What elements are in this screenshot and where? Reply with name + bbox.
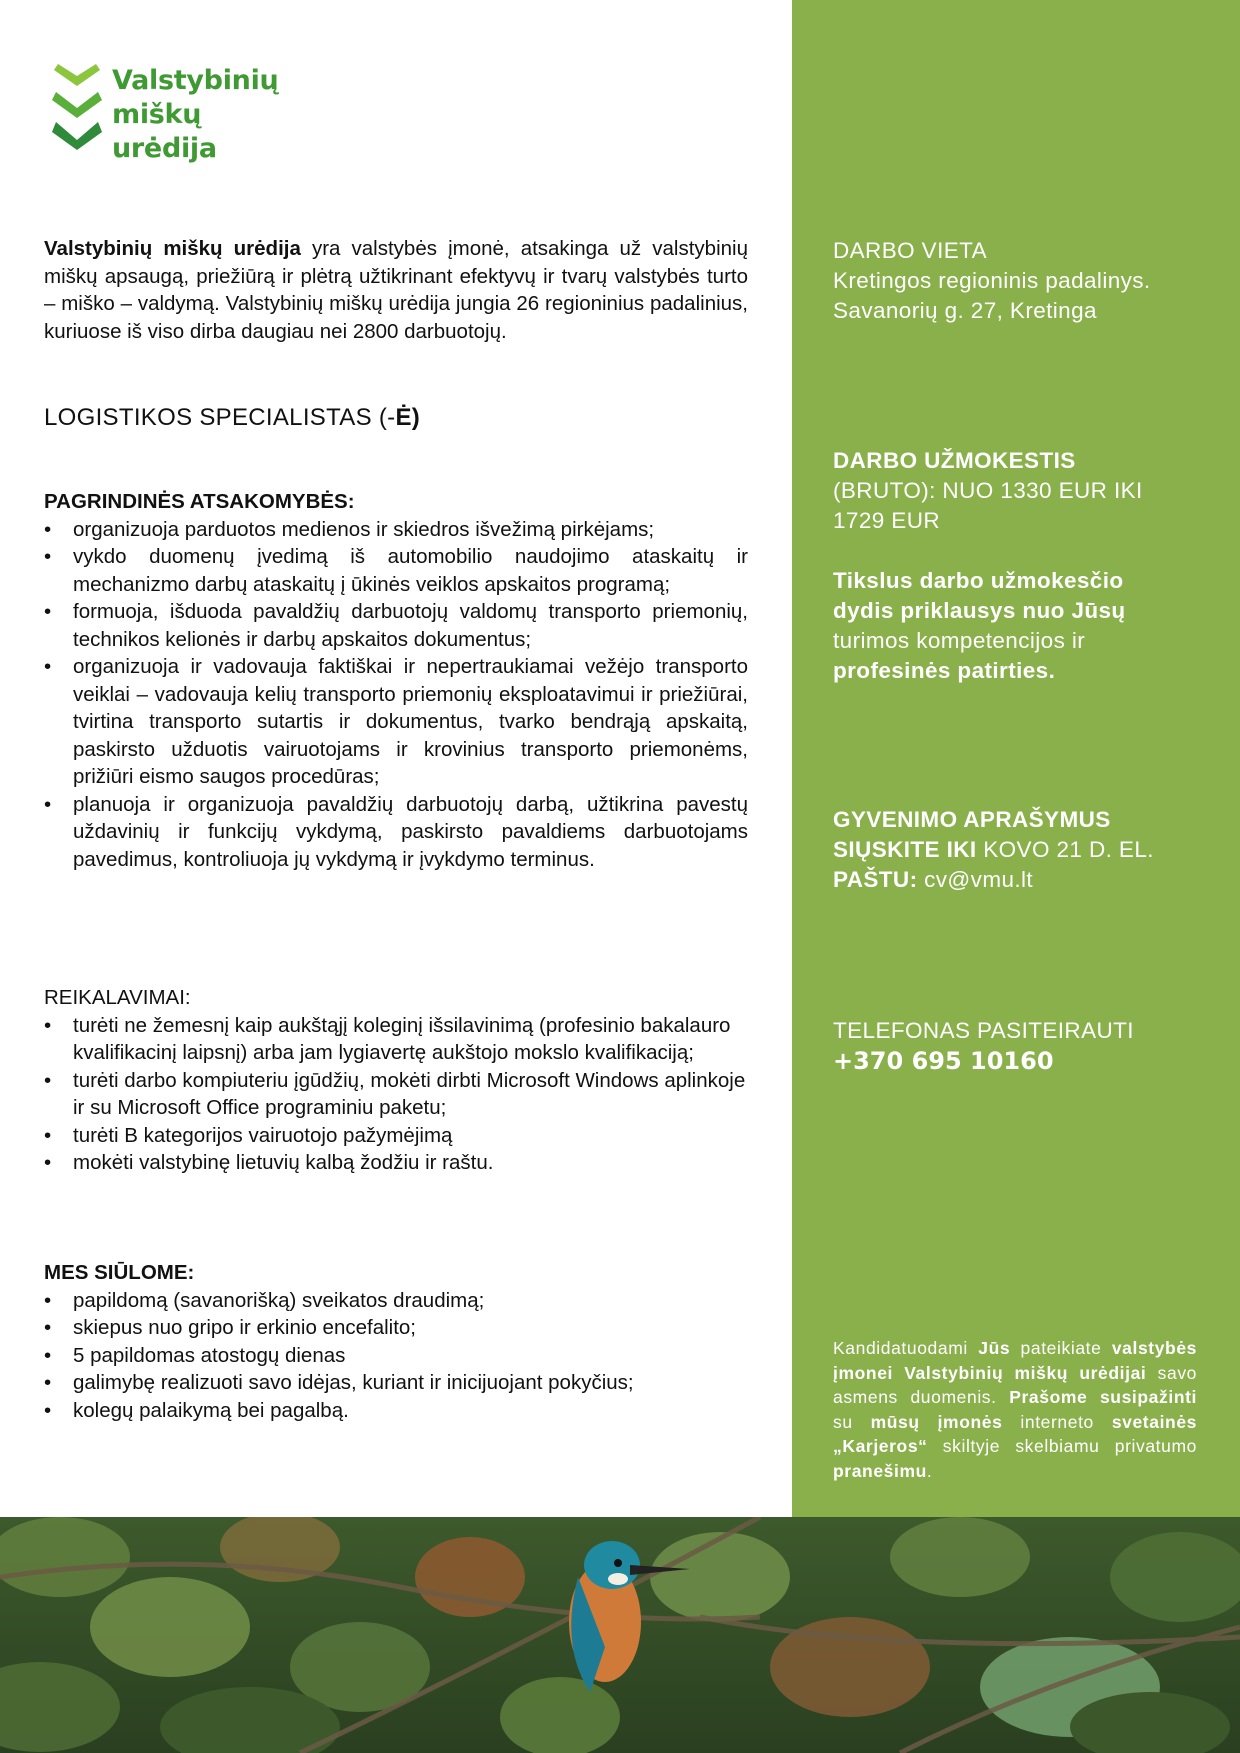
list-item: • turėti darbo kompiuteriu įgūdžių, mokėti dirbti Microsoft Windows aplinkoje ir su Microsoft Office programiniu paketu; — [44, 1067, 748, 1122]
privacy-text: interneto — [1002, 1411, 1112, 1432]
info-sidebar — [792, 0, 1240, 1517]
job-title-text: LOGISTIKOS SPECIALISTAS (- — [44, 404, 396, 431]
salary-label: DARBO UŽMOKESTIS — [833, 448, 1076, 473]
list-item: • mokėti valstybinę lietuvių kalbą žodžiu ir raštu. — [44, 1149, 748, 1177]
list-item: • 5 papildomas atostogų dienas — [44, 1342, 748, 1370]
logo-line-3: urėdija — [112, 133, 217, 164]
list-item: • galimybę realizuoti savo idėjas, kuriant ir inicijuojant pokyčius; — [44, 1369, 748, 1397]
cv-email-link[interactable]: cv@vmu.lt — [917, 867, 1034, 892]
privacy-text: pateikiate — [1010, 1338, 1112, 1358]
offer-section — [44, 1259, 748, 1424]
logo-line-1: Valstybinių — [112, 65, 279, 96]
list-item: • organizuoja ir vadovauja faktiškai ir nepertraukiamai vežėjo transporto veiklai – vadovauja kelių transporto priemonių eksploatavimui ir priežiūrai, tvirtina transporto sutartis ir dokumentus, tvarko bendrąją apskaitą, paskirsto užduotis vairuotojams ir krovinius transporto priemonėms, prižiūri eismo saugos procedūras; — [44, 653, 748, 791]
list-item: • kolegų palaikymą bei pagalbą. — [44, 1397, 748, 1425]
intro-company-name: Valstybinių miškų urėdija — [44, 237, 301, 260]
responsibilities-list — [44, 516, 748, 874]
offer-list — [44, 1287, 748, 1425]
workplace-unit: Kretingos regioninis padalinys. — [833, 268, 1151, 293]
list-item: • turėti B kategorijos vairuotojo pažymėjimą — [44, 1122, 748, 1150]
job-title — [44, 404, 420, 432]
list-item: • formuoja, išduoda pavaldžių darbuotojų valdomų transporto priemonių, technikos kelionės ir darbų apskaitos dokumentus; — [44, 598, 748, 653]
job-title-suffix: Ė) — [395, 404, 421, 431]
responsibilities-heading: PAGRINDINĖS ATSAKOMYBĖS: — [44, 490, 355, 513]
salary-range: (BRUTO): NUO 1330 EUR IKI — [833, 478, 1143, 503]
cv-email-label: PAŠTU: — [833, 867, 918, 892]
salary-note — [833, 566, 1163, 686]
privacy-text: Kandidatuodami — [833, 1338, 979, 1358]
privacy-text: savo asmens duomenis. — [833, 1362, 1197, 1407]
phone-number[interactable]: +370 695 10160 — [833, 1047, 1054, 1075]
list-item: • skiepus nuo gripo ir erkinio encefalito; — [44, 1314, 748, 1342]
cv-heading: GYVENIMO APRAŠYMUS — [833, 807, 1111, 832]
tree-logo-icon — [52, 64, 102, 164]
privacy-bold: Prašome susipažinti — [1009, 1387, 1197, 1407]
privacy-text: . — [926, 1460, 933, 1481]
salary-block — [833, 446, 1203, 686]
privacy-bold: Jūs — [978, 1338, 1011, 1358]
cv-send-until: SIŲSKITE IKI — [833, 837, 977, 862]
requirements-list — [44, 1012, 748, 1177]
list-item: • papildomą (savanorišką) sveikatos draudimą; — [44, 1287, 748, 1315]
list-item: • turėti ne žemesnį kaip aukštąjį koleginį išsilavinimą (profesinio bakalauro kvalifikacinį laipsnį) arba jam lygiavertę aukštojo mokslo kvalifikaciją; — [44, 1012, 748, 1067]
workplace-label: DARBO VIETA — [833, 238, 988, 263]
kingfisher-image — [0, 1517, 1240, 1753]
privacy-link: pranešimu — [833, 1460, 927, 1481]
privacy-bold: valstybės įmonei Valstybinių miškų urėdijai — [833, 1338, 1197, 1383]
responsibilities-section — [44, 488, 748, 873]
logo-line-2: miškų — [112, 99, 202, 130]
privacy-notice — [833, 1336, 1197, 1483]
intro-paragraph — [44, 235, 748, 345]
cv-deadline: KOVO 21 D. EL. — [976, 837, 1154, 862]
phone-label: TELEFONAS PASITEIRAUTI — [833, 1018, 1134, 1043]
workplace-block — [833, 236, 1203, 326]
workplace-address: Savanorių g. 27, Kretinga — [833, 298, 1097, 323]
salary-note-text: turimos kompetencijos ir — [833, 628, 1086, 653]
privacy-bold: svetainės „Karjeros“ — [833, 1411, 1197, 1456]
salary-note-bold: Tikslus darbo užmokesčio dydis priklausys nuo Jūsų — [833, 568, 1126, 623]
salary-note-bold-end: profesinės patirties. — [833, 658, 1056, 683]
privacy-bold: mūsų įmonės — [870, 1411, 1003, 1432]
list-item: • vykdo duomenų įvedimą iš automobilio naudojimo ataskaitų ir mechanizmo darbų ataskaitų į ūkinės veiklos apskaitos programą; — [44, 543, 748, 598]
logo-wordmark — [112, 64, 278, 166]
requirements-section — [44, 984, 748, 1177]
list-item: • planuoja ir organizuoja pavaldžių darbuotojų darbą, užtikrina pavestų uždavinių ir funkcijų vykdymą, paskirsto pavaldiems darbuotojams pavedimus, kontroliuoja jų vykdymą ir įvykdymo terminus. — [44, 791, 748, 874]
logo — [52, 64, 278, 166]
kingfisher-photo — [0, 1517, 1240, 1753]
salary-range-end: 1729 EUR — [833, 508, 941, 533]
privacy-text: skiltyje skelbiamu privatumo — [927, 1436, 1197, 1456]
phone-block — [833, 1016, 1203, 1076]
list-item: • organizuoja parduotos medienos ir skiedros išvežimą pirkėjams; — [44, 516, 748, 544]
offer-heading: MES SIŪLOME: — [44, 1261, 195, 1284]
intro-text: yra valstybės įmonė, atsakinga už valstybinių miškų apsaugą, priežiūrą ir plėtrą užtikrinant efektyvų ir tvarų valstybės turto – miško – valdymą. Valstybinių miškų urėdija jungia 26 regioninius padalinius, kuriuose iš viso dirba daugiau nei 2800 darbuotojų. — [44, 237, 748, 343]
privacy-text: su — [833, 1411, 871, 1432]
requirements-heading: REIKALAVIMAI: — [44, 986, 191, 1009]
cv-block — [833, 805, 1203, 895]
